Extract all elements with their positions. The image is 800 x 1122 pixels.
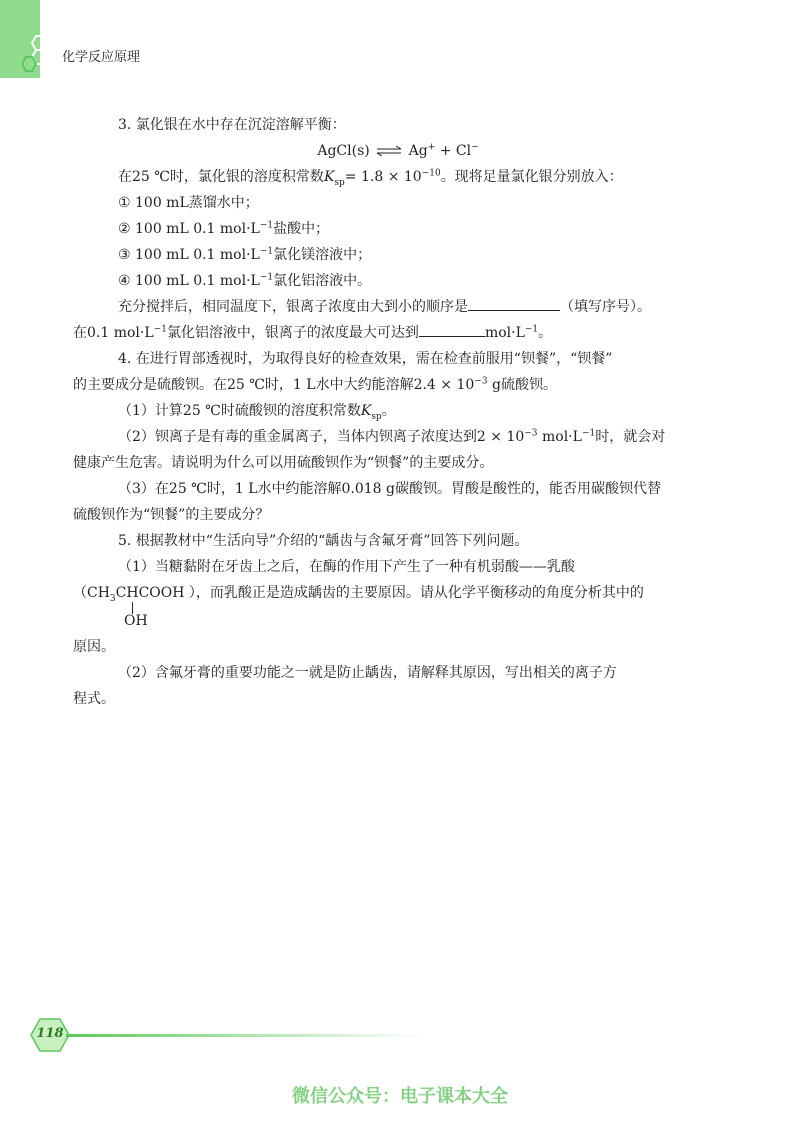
watermark-text: 微信公众号：电子课本大全 [292, 1086, 508, 1107]
q4-sub-2-line-2: 健康产生危害。请说明为什么可以用硫酸钡作为“钡餐”的主要成分。 [73, 455, 494, 471]
q3-option-4: ④ 100 mL 0.1 $mol\cdot L^{-1}$氯化铝溶液中。 [118, 272, 372, 289]
q5-sub-2-line-1: （2）含氟牙膏的重要功能之一就是防止龋齿，请解释其原因，写出相关的离子方 [118, 665, 617, 681]
q3-option-2: ② 100 mL 0.1 $mol\cdot L^{-1}$盐酸中； [118, 220, 330, 237]
q3-equation: AgCl(s) Ag+ + Cl− [317, 142, 479, 159]
header-title: 化学反应原理 [62, 50, 141, 65]
q3-ask-1: 充分搅拌后，相同温度下，银离子浓度由大到小的顺序是 （填写序号）。 [73, 294, 723, 320]
footer-divider [66, 1034, 426, 1037]
oh-group: OH [124, 613, 148, 629]
q3-option-3: ③ 100 mL 0.1 $mol\cdot L^{-1}$氯化镁溶液中； [118, 246, 372, 263]
q5-sub-1-line-2: （$CH_3CHCOOH$ ），而乳酸正是造成龋齿的主要原因。请从化学平衡移动的角度分析其中的 [73, 585, 644, 604]
q4-sub-1: （1）计算25 ℃时硫酸钡的溶度积常数$K_{sp}$。 [118, 403, 396, 422]
answer-blank[interactable] [419, 320, 485, 337]
q3-ksp-line: 在25 ℃时，氯化银的溶度积常数$K_{sp}= 1.8 \times 10^{-10}$。现将足量氯化银分别放入： [118, 168, 623, 188]
q3-intro: 3. 氯化银在水中存在沉淀溶解平衡： [118, 117, 346, 133]
q5-sub-2-line-2: 程式。 [73, 691, 115, 707]
q4-intro-line-1: 4. 在进行胃部透视时，为取得良好的检查效果，需在检查前服用“钡餐”，“钡餐” [118, 351, 613, 367]
q5-intro: 5. 根据教材中“生活向导”介绍的“龋齿与含氟牙膏”回答下列问题。 [118, 533, 529, 549]
q4-sub-3-line-2: 硫酸钡作为“钡餐”的主要成分？ [73, 507, 270, 523]
q5-sub-1-line-1: （1）当糖黏附在牙齿上之后，在酶的作用下产生了一种有机弱酸——乳酸 [118, 559, 575, 575]
lactic-acid-formula: （$CH_3CHCOOH$ ） [73, 585, 196, 604]
q5-sub-1-line-3: 原因。 [73, 639, 115, 655]
q4-sub-2-line-1: （2）钡离子是有毒的重金属离子，当体内钡离子浓度达到$2 \times 10^{-3}$ $mol\cdot L^{-1}$时，就会对 [118, 428, 666, 445]
page-number: 118 [36, 1026, 64, 1041]
hexagon-logo-icon [22, 32, 66, 76]
q3-option-1: ① 100 mL蒸馏水中； [118, 195, 259, 211]
equilibrium-arrow-icon [376, 146, 402, 156]
q4-intro-line-2: 的主要成分是硫酸钡。在25 ℃时，1 L水中大约能溶解$2.4 \times 10^{-3}$ g硫酸钡。 [73, 376, 557, 393]
q3-ask-2: 在0.1 $mol\cdot L^{-1}$氯化铝溶液中，银离子的浓度最大可达到 $mol\cdot L^{-1}$。 [73, 320, 723, 346]
answer-blank[interactable] [468, 294, 560, 311]
lactic-acid-oh-branch [73, 606, 723, 634]
document-body [73, 112, 723, 712]
q4-sub-3-line-1: （3）在25 ℃时，1 L水中约能溶解0.018 g碳酸钡。胃酸是酸性的，能否用碳酸钡代替 [118, 481, 661, 497]
